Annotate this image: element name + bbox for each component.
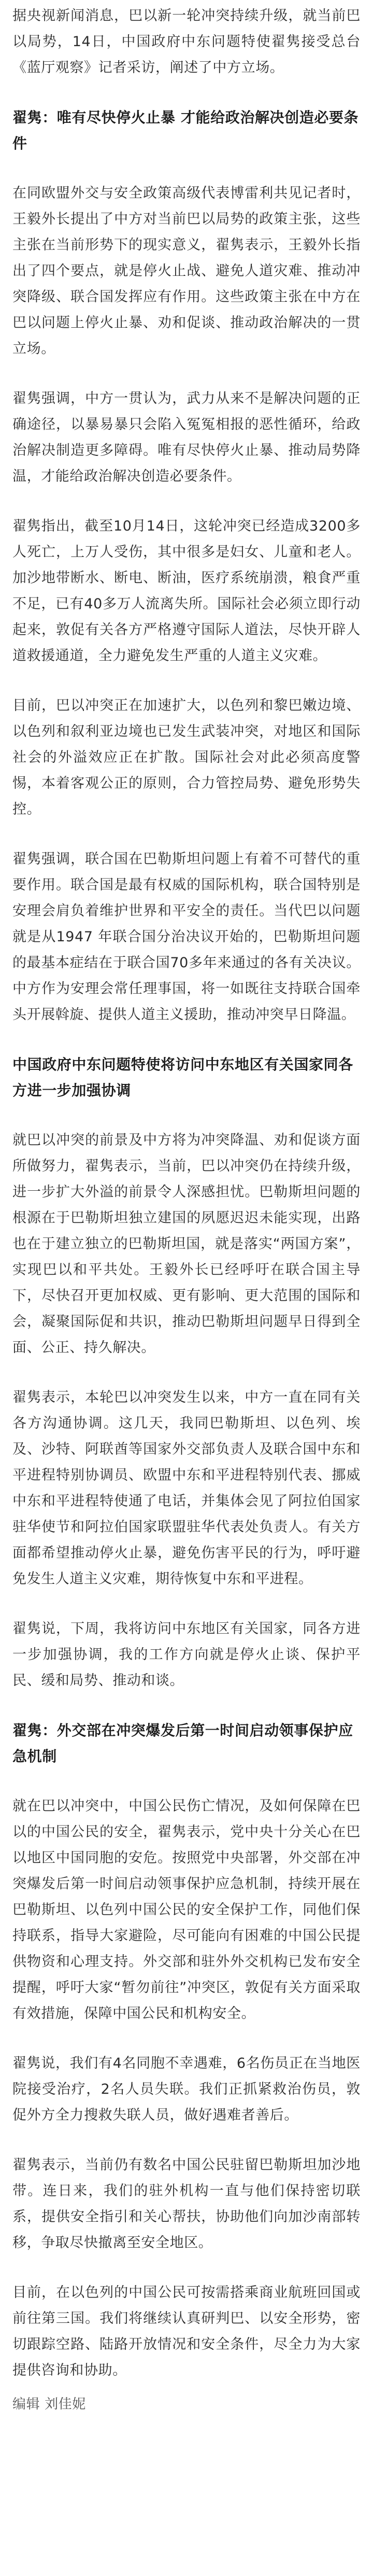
paragraph-israel-citizens: 目前，在以色列的中国公民可按需搭乘商业航班回国或前往第三国。我们将继续认真研判巴、以安全形势，密切跟踪空路、陆路开放情况和安全条件，尽全力为大家提供咨询和协助。 — [12, 2285, 361, 2378]
editor-credit: 编辑 刘佳妮 — [12, 2397, 86, 2412]
section-heading-ceasefire: 翟隽：唯有尽快停火止暴 才能给政治解决创造必要条件 — [12, 109, 359, 152]
paragraph-conflict-expanding: 目前，巴以冲突正在加速扩大，以色列和黎巴嫩边境、以色列和叙利亚边境也已发生武装冲突，对地区和国际社会的外溢效应正在扩散。国际社会对此必须高度警惕，本着客观公正的原则，合力管控局势、避免形势失控。 — [12, 698, 361, 817]
intro-paragraph: 据央视新闻消息，巴以新一轮冲突持续升级，就当前巴以局势，14日，中国政府中东问题特使翟隽接受总台《蓝厅观察》记者采访，阐述了中方立场。 — [12, 8, 361, 76]
paragraph-coordination: 翟隽表示，本轮巴以冲突发生以来，中方一直在同有关各方沟通协调。这几天，我同巴勒斯坦、以色列、埃及、沙特、阿联酋等国家外交部负责人及联合国中东和平进程特别协调员、欧盟中东和平进程特别代表、挪威中东和平进程特使通了电话，并集体会见了阿拉伯国家驻华使节和阿拉伯国家联盟驻华代表处负责人。有关方面都希望推动停火止暴，避免伤害平民的行为，呼吁避免发生人道主义灾难，期待恢复中东和平进程。 — [12, 1389, 361, 1587]
paragraph-policy-points: 在同欧盟外交与安全政策高级代表博雷利共见记者时，王毅外长提出了中方对当前巴以局势的政策主张，这些主张在当前形势下的现实意义，翟隽表示，王毅外长指出了四个要点，就是停火止战、避免人道灾难、推动冲突降级、联合国发挥应有作用。这些政策主张在中方在巴以问题上停火止暴、劝和促谈、推动政治解决的一贯立场。 — [12, 185, 361, 357]
paragraph-casualties: 翟隽指出，截至10月14日，这轮冲突已经造成3200多人死亡，上万人受伤，其中很多是妇女、儿童和老人。加沙地带断水、断电、断油，医疗系统崩溃，粮食严重不足，已有40多万人流离失所。国际社会必须立即行动起来，敦促有关各方严格遵守国际人道法，尽快开辟人道救援通道，全力避免发生严重的人道主义灾难。 — [12, 518, 361, 664]
paragraph-citizen-safety: 就在巴以冲突中，中国公民伤亡情况，及如何保障在巴以的中国公民的安全，翟隽表示，党中央十分关心在巴以地区中国同胞的安危。按照党中央部署，外交部在冲突爆发后第一时间启动领事保护应急机制，持续开展在巴勒斯坦、以色列中国公民的安全保护工作，同他们保持联系，指导大家避险，尽可能向有困难的中国公民提供物资和心理支持。外交部和驻外外交机构已发布安全提醒，呼吁大家“暂勿前往”冲突区，敦促有关方面采取有效措施，保障中国公民和机构安全。 — [12, 1798, 361, 2022]
paragraph-force-not-solution: 翟隽强调，中方一贯认为，武力从来不是解决问题的正确途径，以暴易暴只会陷入冤冤相报的恶性循环，给政治解决制造更多障碍。唯有尽快停火止暴、推动局势降温，才能给政治解决创造必要条件。 — [12, 391, 361, 484]
paragraph-next-week-visit: 翟隽说，下周，我将访问中东地区有关国家，同各方进一步加强协调，我的工作方向就是停火止谈、保护平民、缓和局势、推动和谈。 — [12, 1621, 361, 1689]
section-heading-consular-protection: 翟隽：外交部在冲突爆发后第一时间启动领事保护应急机制 — [12, 1722, 353, 1765]
paragraph-victims: 翟隽说，我们有4名同胞不幸遇难，6名伤员正在当地医院接受治疗，2名人员失联。我们正抓紧救治伤员，敦促外方全力搜救失联人员，做好遇难者善后。 — [12, 2055, 361, 2123]
paragraph-two-state-solution: 就巴以冲突的前景及中方将为冲突降温、劝和促谈方面所做努力，翟隽表示，当前，巴以冲突仍在持续升级，进一步扩大外溢的前景令人深感担忧。巴勒斯坦问题的根源在于巴勒斯坦独立建国的夙愿迟迟未能实现，出路也在于建立独立的巴勒斯坦国，就是落实“两国方案”，实现巴以和平共处。王毅外长已经呼吁在联合国主导下，尽快召开更加权威、更有影响、更大范围的国际和会，凝聚国际促和共识，推动巴勒斯坦问题早日得到全面、公正、持久解决。 — [12, 1132, 361, 1356]
paragraph-gaza-citizens: 翟隽表示，当前仍有数名中国公民驻留巴勒斯坦加沙地带。连日来，我们的驻外机构一直与他们保持密切联系，提供安全指引和关心帮扶，协助他们向加沙南部转移，争取尽快撤离至安全地区。 — [12, 2157, 361, 2251]
section-heading-envoy-visit: 中国政府中东问题特使将访问中东地区有关国家同各方进一步加强协调 — [12, 1056, 353, 1099]
paragraph-un-role: 翟隽强调，联合国在巴勒斯坦问题上有着不可替代的重要作用。联合国是最有权威的国际机构，联合国特别是安理会肩负着维护世界和平安全的责任。当代巴以问题就是从1947 年联合国分治决议开始的，巴勒斯坦问题的最基本症结在于联合国70多年来通过的各有关决议。中方作为安理会常任理事国，将一如既往支持联合国牵头开展斡旋、提供人道主义援助，推动冲突早日降温。 — [12, 851, 361, 1023]
